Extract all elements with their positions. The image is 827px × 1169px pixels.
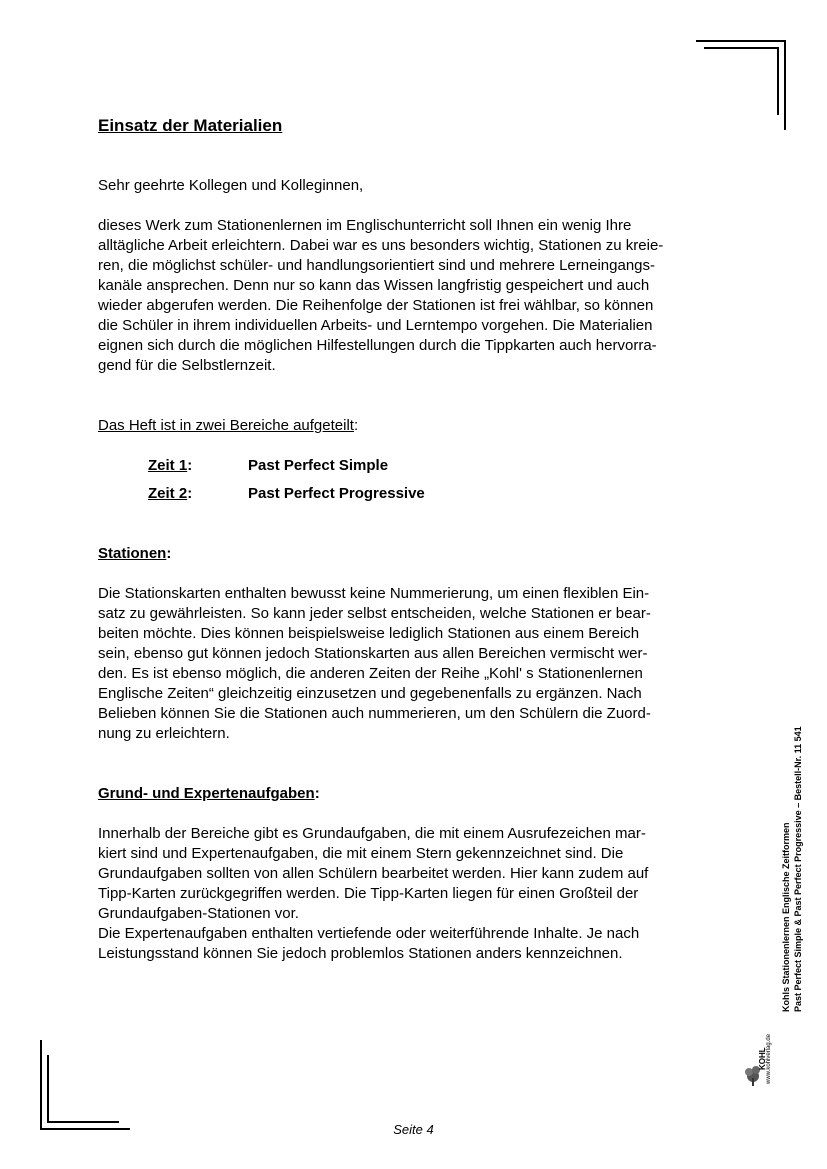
top-frame-v2: [777, 47, 779, 115]
sidebar-line-1: Kohls Stationenlernen Englische Zeitformen: [781, 822, 791, 1012]
publisher-website: www.kohlverlag.de: [766, 1033, 772, 1084]
colon: :: [187, 485, 193, 502]
grund-line: Leistungsstand können Sie jedoch problemlos Stationen anders kennzeichnen.: [98, 945, 623, 962]
intro-line: alltägliche Arbeit erleichtern. Dabei war es uns besonders wichtig, Stationen zu kreie-: [98, 237, 664, 254]
grund-line: Grundaufgaben sollten von allen Schülern bearbeitet werden. Hier kann zudem auf: [98, 865, 649, 882]
intro-line: gend für die Selbstlernzeit.: [98, 357, 276, 374]
intro-paragraph: [98, 216, 663, 376]
intro-line: eignen sich durch die möglichen Hilfestellungen durch die Tippkarten auch hervorra-: [98, 337, 657, 354]
intro-line: kanäle ansprechen. Denn nur so kann das Wissen langfristig gespeichert und auch: [98, 277, 650, 294]
stationen-paragraph: [98, 584, 651, 744]
colon: :: [166, 545, 172, 562]
intro-line: ren, die möglichst schüler- und handlungsorientiert sind und mehrere Lerneingangs-: [98, 257, 655, 274]
sidebar-text: [780, 726, 804, 1012]
grund-line: Innerhalb der Bereiche gibt es Grundaufgaben, die mit einem Ausrufezeichen mar-: [98, 825, 646, 842]
grund-line: Grundaufgaben-Stationen vor.: [98, 905, 299, 922]
stationen-line: beiten möchte. Dies können beispielsweise lediglich Stationen aus einem Bereich: [98, 625, 640, 642]
top-frame-h2: [704, 47, 779, 49]
stationen-heading: [98, 545, 171, 562]
colon: :: [353, 417, 359, 434]
top-frame-h1: [696, 40, 786, 42]
publisher-logo: [744, 1018, 774, 1088]
top-frame-v1: [784, 40, 786, 130]
zeit-1-label: Zeit 1: [148, 457, 188, 474]
greeting: Sehr geehrte Kollegen und Kolleginnen,: [98, 177, 364, 194]
grund-heading-text: Grund- und Expertenaufgaben: [98, 785, 315, 802]
colon: :: [314, 785, 320, 802]
bereiche-heading: [98, 417, 358, 434]
zeit-1-row: [148, 457, 388, 474]
stationen-line: sein, ebenso gut können jedoch Stationskarten aus allen Bereichen vermischt wer-: [98, 645, 648, 662]
page-number: Seite 4: [393, 1122, 434, 1137]
intro-line: die Schüler in ihrem individuellen Arbeits- und Lerntempo vorgehen. Die Materialien: [98, 317, 653, 334]
intro-line: dieses Werk zum Stationenlernen im Englischunterricht soll Ihnen ein wenig Ihre: [98, 217, 632, 234]
stationen-heading-text: Stationen: [98, 545, 167, 562]
intro-line: wieder abgerufen werden. Die Reihenfolge der Stationen ist frei wählbar, so können: [98, 297, 654, 314]
grund-heading: [98, 785, 320, 802]
stationen-line: nung zu erleichtern.: [98, 725, 230, 742]
zeit-2-label: Zeit 2: [148, 485, 188, 502]
sidebar-line-2: Past Perfect Simple & Past Perfect Progressive – Bestell-Nr. 11 541: [793, 726, 803, 1012]
bottom-frame-v2: [47, 1055, 49, 1123]
stationen-line: Belieben können Sie die Stationen auch nummerieren, um den Schülern die Zuord-: [98, 705, 651, 722]
bereiche-heading-text: Das Heft ist in zwei Bereiche aufgeteilt: [98, 417, 354, 434]
grund-line: kiert sind und Expertenaufgaben, die mit einem Stern gekennzeichnet sind. Die: [98, 845, 624, 862]
stationen-line: Die Stationskarten enthalten bewusst keine Nummerierung, um einen flexiblen Ein-: [98, 585, 650, 602]
zeit-2-row: [148, 485, 425, 502]
stationen-line: satz zu gewährleisten. So kann jeder selbst entscheiden, welche Stationen er bear-: [98, 605, 651, 622]
grund-paragraph: [98, 824, 648, 964]
publisher-name: KOHL: [758, 1047, 767, 1070]
grund-line: Die Expertenaufgaben enthalten vertiefende oder weiterführende Inhalte. Je nach: [98, 925, 640, 942]
stationen-line: Englische Zeiten“ gleichzeitig einzusetzen und gegebenenfalls zu ergänzen. Nach: [98, 685, 642, 702]
page-title: Einsatz der Materialien: [98, 116, 283, 135]
grund-line: Tipp-Karten zurückgegriffen werden. Die Tipp-Karten liegen für einen Großteil der: [98, 885, 639, 902]
colon: :: [187, 457, 193, 474]
stationen-line: den. Es ist ebenso möglich, die anderen Zeiten der Reihe „Kohl' s Stationenlernen: [98, 665, 643, 682]
zeit-2-name: Past Perfect Progressive: [248, 485, 425, 502]
zeit-1-name: Past Perfect Simple: [248, 457, 389, 474]
bottom-frame-v1: [40, 1040, 42, 1130]
